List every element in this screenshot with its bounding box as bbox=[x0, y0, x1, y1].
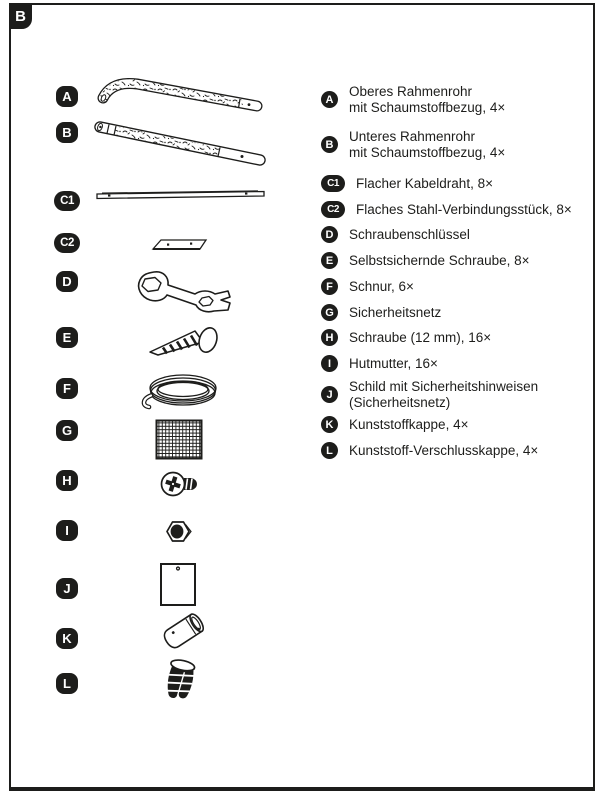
legend-badge-F: F bbox=[321, 278, 338, 295]
legend-line: Sicherheitsnetz bbox=[349, 304, 442, 320]
legend-text-I bbox=[349, 356, 438, 372]
legend-badge-E: E bbox=[321, 252, 338, 269]
part-badge-C2: C2 bbox=[54, 233, 80, 253]
legend-line: Oberes Rahmenrohr bbox=[349, 84, 473, 99]
legend-text-F bbox=[349, 279, 414, 295]
part-badge-A: A bbox=[56, 86, 78, 107]
legend-badge-J: J bbox=[321, 386, 338, 403]
legend-line: Schraube (12 mm), 16× bbox=[349, 329, 492, 345]
legend-row-B bbox=[321, 129, 505, 160]
legend-badge-C2: C2 bbox=[321, 201, 345, 218]
legend-line: Unteres Rahmenrohr bbox=[349, 129, 476, 144]
part-badge-G: G bbox=[56, 420, 78, 441]
legend-line: Hutmutter, 16× bbox=[349, 355, 438, 371]
legend-badge-G: G bbox=[321, 304, 338, 321]
legend-badge-H: H bbox=[321, 329, 338, 346]
legend-line: Flacher Kabeldraht, 8× bbox=[356, 175, 493, 191]
part-badge-L: L bbox=[56, 673, 78, 694]
legend-row-F bbox=[321, 278, 414, 295]
legend-text-A bbox=[349, 84, 505, 115]
legend-line: (Sicherheitsnetz) bbox=[349, 394, 451, 410]
legend-row-E bbox=[321, 252, 530, 269]
legend-badge-D: D bbox=[321, 226, 338, 243]
legend-line: mit Schaumstoffbezug, 4× bbox=[349, 99, 506, 115]
legend-text-C2 bbox=[356, 202, 572, 218]
legend-text-D bbox=[349, 227, 470, 243]
legend-badge-C1: C1 bbox=[321, 175, 345, 192]
legend-row-I bbox=[321, 355, 438, 372]
legend-row-D bbox=[321, 226, 470, 243]
legend-badge-A: A bbox=[321, 91, 338, 108]
legend-text-K bbox=[349, 417, 468, 433]
legend-row-L bbox=[321, 442, 538, 459]
legend-badge-L: L bbox=[321, 442, 338, 459]
part-badge-D: D bbox=[56, 271, 78, 292]
part-badge-H: H bbox=[56, 470, 78, 491]
legend-text-J bbox=[349, 379, 538, 410]
part-badge-B: B bbox=[56, 122, 78, 143]
legend-row-H bbox=[321, 329, 491, 346]
legend-text-B bbox=[349, 129, 505, 160]
part-badge-K: K bbox=[56, 628, 78, 649]
legend-badge-I: I bbox=[321, 355, 338, 372]
legend-line: Schraubenschlüssel bbox=[349, 226, 470, 242]
part-badge-F: F bbox=[56, 378, 78, 399]
legend-line: Kunststoff-Verschlusskappe, 4× bbox=[349, 442, 539, 458]
legend-text-H bbox=[349, 330, 491, 346]
legend-row-C1 bbox=[321, 175, 493, 192]
legend-text-C1 bbox=[356, 176, 493, 192]
legend-row-K bbox=[321, 416, 468, 433]
legend-row-J bbox=[321, 379, 538, 410]
page-frame bbox=[9, 3, 595, 791]
legend-text-G bbox=[349, 305, 441, 321]
legend-row-A bbox=[321, 84, 505, 115]
legend-badge-B: B bbox=[321, 136, 338, 153]
legend-row-C2 bbox=[321, 201, 572, 218]
legend-line: mit Schaumstoffbezug, 4× bbox=[349, 144, 506, 160]
part-badge-E: E bbox=[56, 327, 78, 348]
part-badge-C1: C1 bbox=[54, 191, 80, 211]
page-label-badge: B bbox=[9, 3, 32, 29]
legend-text-L bbox=[349, 443, 538, 459]
legend-text-E bbox=[349, 253, 530, 269]
legend-badge-K: K bbox=[321, 416, 338, 433]
part-badge-J: J bbox=[56, 578, 78, 599]
legend-line: Schnur, 6× bbox=[349, 278, 414, 294]
part-badge-I: I bbox=[56, 520, 78, 541]
legend-line: Kunststoffkappe, 4× bbox=[349, 416, 469, 432]
legend-line: Schild mit Sicherheitshinweisen bbox=[349, 379, 539, 394]
parts-legend bbox=[11, 5, 593, 787]
legend-row-G bbox=[321, 304, 441, 321]
legend-line: Selbstsichernde Schraube, 8× bbox=[349, 252, 530, 268]
legend-line: Flaches Stahl-Verbindungsstück, 8× bbox=[356, 201, 572, 217]
